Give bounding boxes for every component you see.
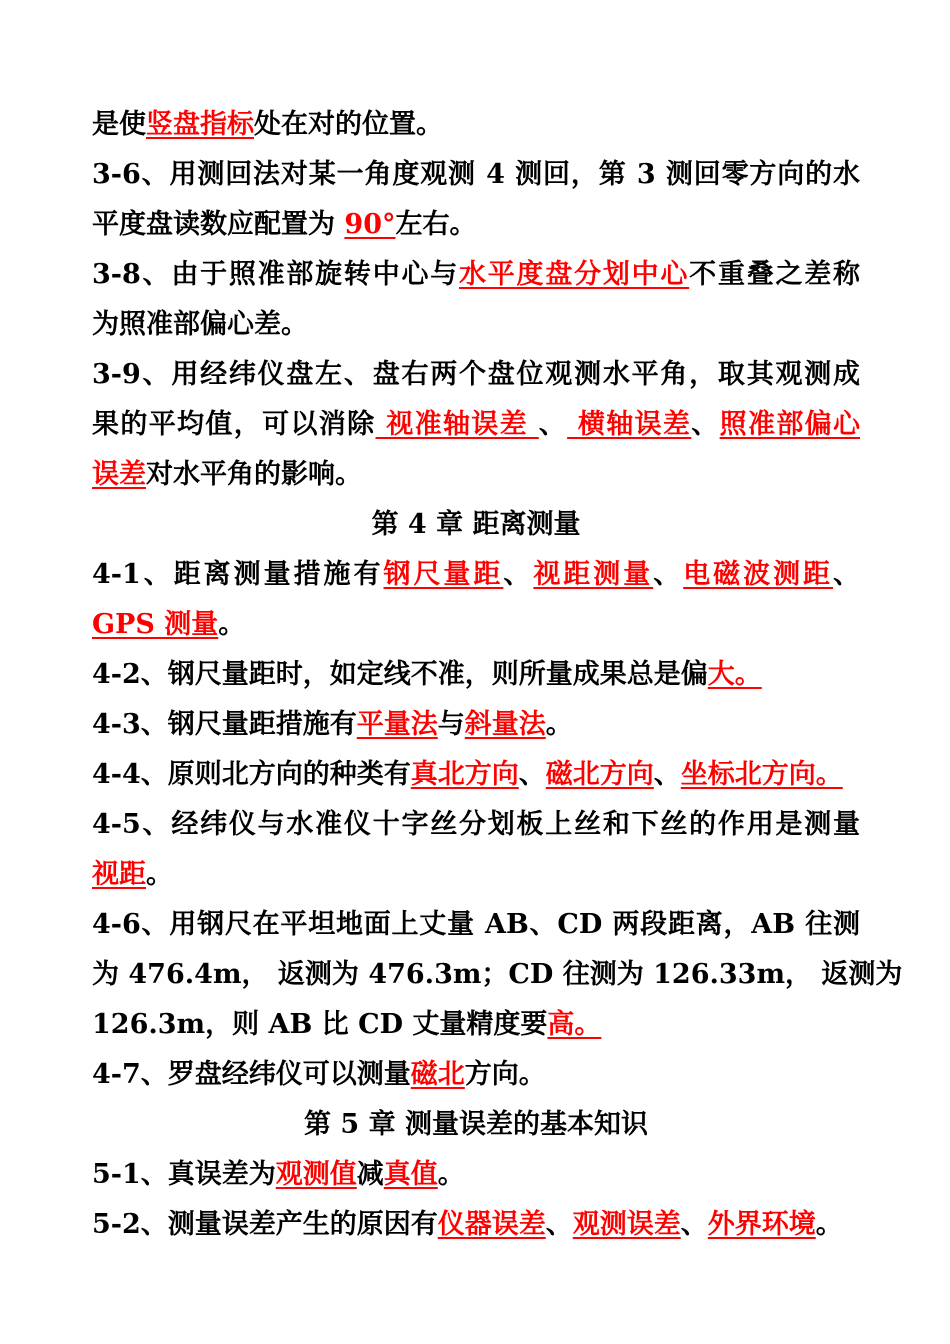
- text-line: [92, 150, 860, 200]
- body-text: 第 5 章 测量误差的基本知识: [304, 1109, 648, 1140]
- body-text: 4-2、钢尺量距时，如定线不准，则所量成果总是偏: [92, 659, 708, 690]
- body-text: 是使: [92, 109, 146, 140]
- text-line: [92, 700, 860, 750]
- body-text: 4-7、罗盘经纬仪可以测量: [92, 1059, 411, 1090]
- answer-text: 外界环境: [707, 1209, 816, 1240]
- body-text: 。: [815, 1209, 843, 1240]
- body-text: 、: [503, 559, 534, 590]
- chapter-heading: [92, 500, 860, 550]
- text-line: [92, 900, 860, 950]
- answer-text: 竖盘指标: [146, 109, 254, 140]
- text-line: [92, 400, 860, 450]
- body-text: 、: [538, 409, 568, 440]
- body-text: 3-6、用测回法对某一角度观测 4 测回，第 3 测回零方向的水: [92, 159, 860, 190]
- text-line: [92, 600, 860, 650]
- answer-text: 磁北: [410, 1059, 465, 1090]
- text-line: [92, 1200, 860, 1250]
- body-text: 4-6、用钢尺在平坦地面上丈量 AB、CD 两段距离，AB 往测: [92, 909, 860, 940]
- body-text: 、: [680, 1209, 708, 1240]
- text-line: [92, 950, 903, 1000]
- document-body: [92, 100, 903, 1250]
- text-line: [92, 1050, 860, 1100]
- answer-text: 视距: [92, 859, 146, 890]
- body-text: 126.3m，则 AB 比 CD 丈量精度要: [92, 1009, 548, 1040]
- body-text: 。: [218, 609, 246, 640]
- body-text: 为 476.4m， 返测为 476.3m；CD 往测为 126.33m， 返测为: [92, 959, 903, 990]
- body-text: 。: [545, 709, 573, 740]
- body-text: 3-8、由于照准部旋转中心与: [92, 259, 460, 290]
- answer-text: 斜量法: [464, 709, 546, 740]
- text-line: [92, 650, 860, 700]
- text-line: [92, 100, 860, 150]
- body-text: 。: [437, 1159, 465, 1190]
- answer-text: 真北方向: [410, 759, 519, 790]
- answer-text: 坐标北方向。: [680, 759, 843, 790]
- answer-text: 视距测量: [533, 559, 654, 590]
- body-text: 、: [518, 759, 546, 790]
- text-line: [92, 1000, 860, 1050]
- body-text: 、: [653, 759, 681, 790]
- body-text: 、: [545, 1209, 573, 1240]
- answer-text: 90°: [344, 209, 396, 240]
- answer-text: 磁北方向: [545, 759, 654, 790]
- body-text: 对水平角的影响。: [146, 459, 362, 490]
- text-line: [92, 450, 860, 500]
- answer-text: 真值: [383, 1159, 438, 1190]
- body-text: 与: [437, 709, 465, 740]
- body-text: 。: [146, 859, 173, 890]
- text-line: [92, 200, 860, 250]
- body-text: 4-5、经纬仪与水准仪十字丝分划板上丝和下丝的作用是测量: [92, 809, 860, 840]
- answer-text: 误差: [92, 459, 146, 490]
- body-text: 不重叠之差称: [689, 259, 861, 290]
- answer-text: 观测误差: [572, 1209, 681, 1240]
- body-text: 平度盘读数应配置为: [92, 209, 345, 240]
- body-text: 4-3、钢尺量距措施有: [92, 709, 357, 740]
- body-text: 5-1、真误差为: [92, 1159, 276, 1190]
- answer-text: 平量法: [356, 709, 438, 740]
- text-line: [92, 250, 860, 300]
- answer-text: 观测值: [275, 1159, 357, 1190]
- text-line: [92, 350, 860, 400]
- body-text: 减: [356, 1159, 384, 1190]
- body-text: 、: [833, 559, 861, 590]
- text-line: [92, 850, 860, 900]
- answer-text: 高。: [547, 1009, 602, 1040]
- body-text: 5-2、测量误差产生的原因有: [92, 1209, 438, 1240]
- body-text: 方向。: [464, 1059, 546, 1090]
- text-line: [92, 300, 860, 350]
- text-line: [92, 1150, 860, 1200]
- answer-text: 电磁波测距: [683, 559, 834, 590]
- body-text: 处在对的位置。: [254, 109, 443, 140]
- chapter-heading: [92, 1100, 860, 1150]
- body-text: 4-4、原则北方向的种类有: [92, 759, 411, 790]
- answer-text: 照准部偏心: [719, 409, 861, 440]
- answer-text: GPS 测量: [92, 609, 219, 640]
- body-text: 左右。: [395, 209, 477, 240]
- answer-text: 仪器误差: [437, 1209, 546, 1240]
- body-text: 4-1、距离测量措施有: [92, 559, 384, 590]
- answer-text: 钢尺量距: [383, 559, 504, 590]
- text-line: [92, 550, 860, 600]
- body-text: 3-9、用经纬仪盘左、盘右两个盘位观测水平角，取其观测成: [92, 359, 860, 390]
- body-text: 为照准部偏心差。: [92, 309, 308, 340]
- answer-text: 水平度盘分划中心: [459, 259, 690, 290]
- body-text: 果的平均值，可以消除: [92, 409, 376, 440]
- text-line: [92, 800, 860, 850]
- answer-text: 大。: [707, 659, 762, 690]
- body-text: 第 4 章 距离测量: [371, 509, 581, 540]
- text-line: [92, 750, 860, 800]
- answer-text: 横轴误差: [567, 409, 692, 440]
- body-text: 、: [691, 409, 720, 440]
- answer-text: 视准轴误差: [375, 409, 539, 440]
- body-text: 、: [653, 559, 684, 590]
